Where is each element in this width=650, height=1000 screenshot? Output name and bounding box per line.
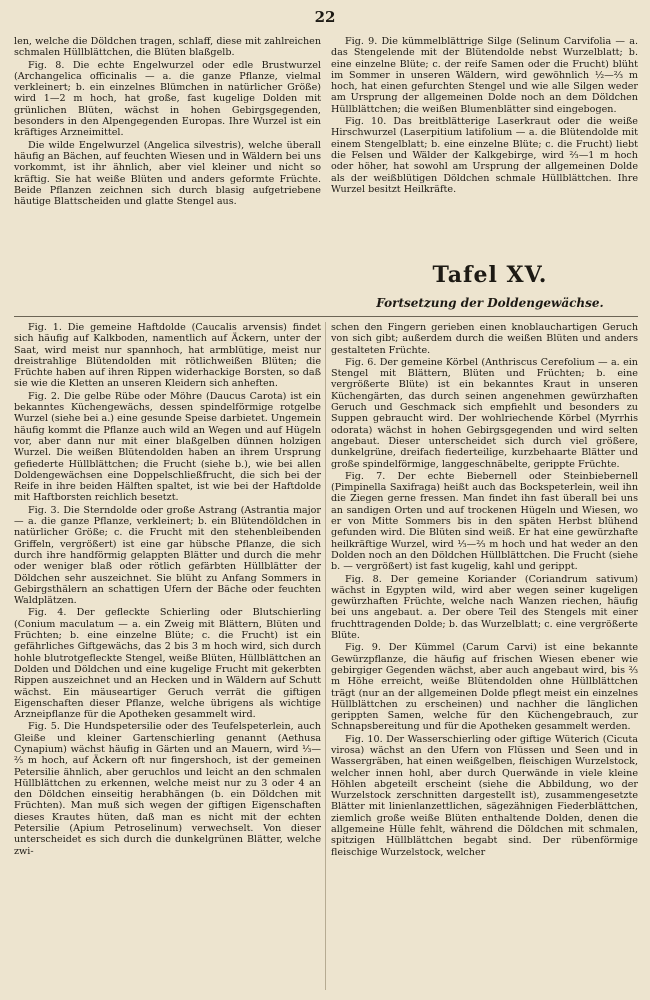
section-rule xyxy=(14,316,638,317)
paragraph: len, welche die Döldchen tragen, schlaff, diese mit zahlreichen schmalen Hüllblättchen, die Blüten blaßgelb. xyxy=(14,36,321,59)
column-divider xyxy=(325,322,326,990)
plate-subtitle: Fortsetzung der Doldengewächse. xyxy=(376,296,604,310)
plate-title: Tafel XV. xyxy=(432,262,548,288)
paragraph: Fig. 9. Der Kümmel (Carum Carvi) ist eine bekannte Gewürzpflanze, die häufig auf frischen Wiesen ebener wie gebirgiger Gegenden wächst, aber auch angebaut wird, bis ⅔ m Höhe erreicht, weiße Blütendolden ohne Hüllblättchen trägt (nur an der allgemeinen Dolde pflegt meist ein einzelnes Hüllblättchen zu erscheinen) und nachher die länglichen gerippten Samen, welche für den Küchengebrauch, zur Schnapsbereitung und für die Apotheken gesammelt werden. xyxy=(331,642,638,733)
bottom-left-column xyxy=(14,322,321,990)
page-number: 22 xyxy=(314,8,336,26)
top-right-column xyxy=(331,36,638,258)
paragraph: Fig. 10. Das breitblätterige Laserkraut oder die weiße Hirschwurzel (Laserpitium latifolium — a. die Blütendolde mit einem Stengelblatt; b. eine einzelne Blüte; c. die Frucht) liebt die Felsen und Wälder der Kalkgebirge, wird ⅔—1 m hoch oder höher, hat sowohl am Ursprung der allgemeinen Dolde als der weißblütigen Döldchen schmale Hüllblättchen. Ihre Wurzel besitzt Heilkräfte. xyxy=(331,116,638,195)
paragraph: Fig. 6. Der gemeine Körbel (Anthriscus Cerefolium — a. ein Stengel mit Blättern, Blüten und Früchten; b. eine vergrößerte Blüte) ist ein bekanntes Kraut in unseren Küchengärten, das durch seinen angenehmen gewürzhaften Geruch und Geschmack sich empfiehlt und besonders zu Suppen gebraucht wird. Der wohlriechende Körbel (Myrrhis odorata) wächst in hohen Gebirgsgegenden und wird selten angebaut. Dieser unterscheidet sich durch viel größere, dunkelgrüne, dreifach fiederteilige, kurzbehaarte Blätter und große spindelförmige, langgeschnäbelte, gerippte Früchte. xyxy=(331,356,638,470)
paragraph: Fig. 7. Der echte Biebernell oder Steinbiebernell (Pimpinella Saxifraga) heißt auch das Bockspeterlein, weil ihn die Ziegen gerne fressen. Man findet ihn fast überall bei uns an sandigen Orten und auf trockenen Hügeln und Wiesen, wo er von Mitte Sommers bis in den späten Herbst blühend gefunden wird. Die Blüten sind weiß. Er hat eine gewürzhafte heilkräftige Wurzel, wird ⅓—⅔ m hoch und hat weder an den Dolden noch an den Döldchen Hüllblättchen. Die Frucht (siehe b. — vergrößert) ist fast kugelig, kahl und gerippt. xyxy=(331,470,638,573)
paragraph: Fig. 8. Die echte Engelwurzel oder edle Brustwurzel (Archangelica officinalis — a. die ganze Pflanze, vielmal verkleinert; b. ein einzelnes Blümchen in natürlicher Größe) wird 1—2 m hoch, hat große, fast kugelige Dolden mit grünlichen Blüten, wächst in hohen Gebirgsgegenden, besonders in den Alpengegenden Europas. Ihre Wurzel ist ein kräftiges Arzneimittel. xyxy=(14,59,321,139)
paragraph: schen den Fingern gerieben einen knoblauchartigen Geruch von sich gibt; außerdem durch die weißen Blüten und anders gestalteten Früchte. xyxy=(331,322,638,356)
bottom-columns xyxy=(14,322,638,990)
paragraph: Fig. 3. Die Sterndolde oder große Astrang (Astrantia major — a. die ganze Pflanze, verkleinert; b. ein Blütendöldchen in natürlicher Größe; c. die Frucht mit den stehenbleibenden Griffeln, vergrößert) ist eine gar hübsche Pflanze, die sich durch ihre handförmig gelappten Blätter und durch die mehr oder weniger blaß oder rötlich gefärbten Hüllblätter der Döldchen sehr auszeichnet. Sie blüht zu Anfang Sommers in Gebirgsthälern an schattigen Ufern der Bäche oder feuchten Waldplätzen. xyxy=(14,504,321,607)
paragraph: Fig. 5. Die Hundspetersilie oder des Teufelspeterlein, auch Gleiße und kleiner Gartenschierling genannt (Aethusa Cynapium) wächst häufig in Gärten und an Mauern, wird ⅓—⅔ m hoch, auf Äckern oft nur fingershoch, ist der gemeinen Petersilie ähnlich, aber geruchlos und leicht an den schmalen Hüllblättchen zu erkennen, welche meist nur zu 3 oder 4 an den Döldchen einseitig herabhängen (b. ein Döldchen mit Früchten). Man muß sich wegen der giftigen Eigenschaften dieses Krautes hüten, daß man es nicht mit der echten Petersilie (Apium Petroselinum) verwechselt. Von dieser unterscheidet es sich durch die dunkelgrünen Blätter, welche zwi- xyxy=(14,721,321,857)
paragraph: Die wilde Engelwurzel (Angelica silvestris), welche überall häufig an Bächen, auf feuchten Wiesen und in Wäldern bei uns vorkommt, ist ihr ähnlich, aber viel kleiner und nicht so kräftig. Sie hat weiße Blüten und anders geformte Früchte. Beide Pflanzen zeichnen sich durch blasig aufgetriebene häutige Blattscheiden und glatte Stengel aus. xyxy=(14,139,321,208)
paragraph: Fig. 4. Der gefleckte Schierling oder Blutschierling (Conium maculatum — a. ein Zweig mit Blättern, Blüten und Früchten; b. eine einzelne Blüte; c. die Frucht) ist ein gefährliches Giftgewächs, das 2 bis 3 m hoch wird, sich durch hohle blutrotgefleckte Stengel, weiße Blüten, Hüllblättchen an Dolden und Döldchen und eine kugelige Frucht mit gekerbten Rippen auszeichnet und an Hecken und in Wäldern auf Schutt wächst. Ein mäuseartiger Geruch verrät die giftigen Eigenschaften dieser Pflanze, welche übrigens als wichtige Arzneipflanze für die Apotheken gesammelt wird. xyxy=(14,607,321,721)
top-left-column xyxy=(14,36,321,258)
paragraph: Fig. 10. Der Wasserschierling oder giftige Wüterich (Cicuta virosa) wächst an den Ufern von Flüssen und Seen und in Wassergräben, hat einen weißgelben, fleischigen Wurzelstock, welcher innen hohl, aber durch Querwände in viele kleine Höhlen abgeteilt erscheint (siehe die Abbildung, wo der Wurzelstock zerschnitten dargestellt ist), zusammengesetzte Blätter mit linienlanzettlichen, sägezähnigen Fiederblättchen, ziemlich große weiße Blüten enthaltende Dolden, denen die allgemeine Hülle fehlt, während die Döldchen mit schmalen, spitzigen Hüllblättchen begabt sind. Der rübenförmige fleischige Wurzelstock, welcher xyxy=(331,733,638,858)
top-columns xyxy=(14,36,638,258)
paragraph: Fig. 9. Die kümmelblättrige Silge (Selinum Carvifolia — a. das Stengelende mit der Blütendolde nebst Wurzelblatt; b. eine einzelne Blüte; c. der reife Samen oder die Frucht) blüht im Sommer in unseren Wäldern, wird gewöhnlich ½—⅔ m hoch, hat einen gefurchten Stengel und wie alle Silgen weder am Ursprung der allgemeinen Dolde noch an dem Döldchen Hüllblättchen; die weißen Blumenblätter sind eingebogen. xyxy=(331,36,638,115)
paragraph: Fig. 2. Die gelbe Rübe oder Möhre (Daucus Carota) ist ein bekanntes Küchengewächs, dessen spindelförmige rotgelbe Wurzel (siehe bei a.) eine gesunde Speise darbietet. Ungemein häufig kommt die Pflanze auch wild an Wegen und auf Hügeln vor, aber dann nur mit einer blaßgelben dünnen holzigen Wurzel. Die weißen Blütendolden haben an ihrem Ursprung gefiederte Hüllblättchen; die Frucht (siehe b.), wie bei allen Doldengewächsen eine Doppelschließfrucht, die sich bei der Reife in ihre beiden Hälften spaltet, ist wie bei der Haftdolde mit Haftborsten reichlich besetzt. xyxy=(14,390,321,504)
paragraph: Fig. 1. Die gemeine Haftdolde (Caucalis arvensis) findet sich häufig auf Kalkboden, namentlich auf Äckern, unter der Saat, wird meist nur spannhoch, hat armblütige, meist nur dreistrahlige Blütendolden mit rötlichweißen Blüten; die Früchte haben auf ihren Rippen widerhackige Borsten, so daß sie wie die Kletten an unseren Kleidern sich anheften. xyxy=(14,322,321,390)
paragraph: Fig. 8. Der gemeine Koriander (Coriandrum sativum) wächst in Egypten wild, wird aber wegen seiner kugeligen gewürzhaften Früchte, welche nach Wanzen riechen, häufig bei uns angebaut. a. Der obere Teil des Stengels mit einer fruchttragenden Dolde; b. das Wurzelblatt; c. eine vergrößerte Blüte. xyxy=(331,573,638,642)
bottom-right-column xyxy=(331,322,638,990)
